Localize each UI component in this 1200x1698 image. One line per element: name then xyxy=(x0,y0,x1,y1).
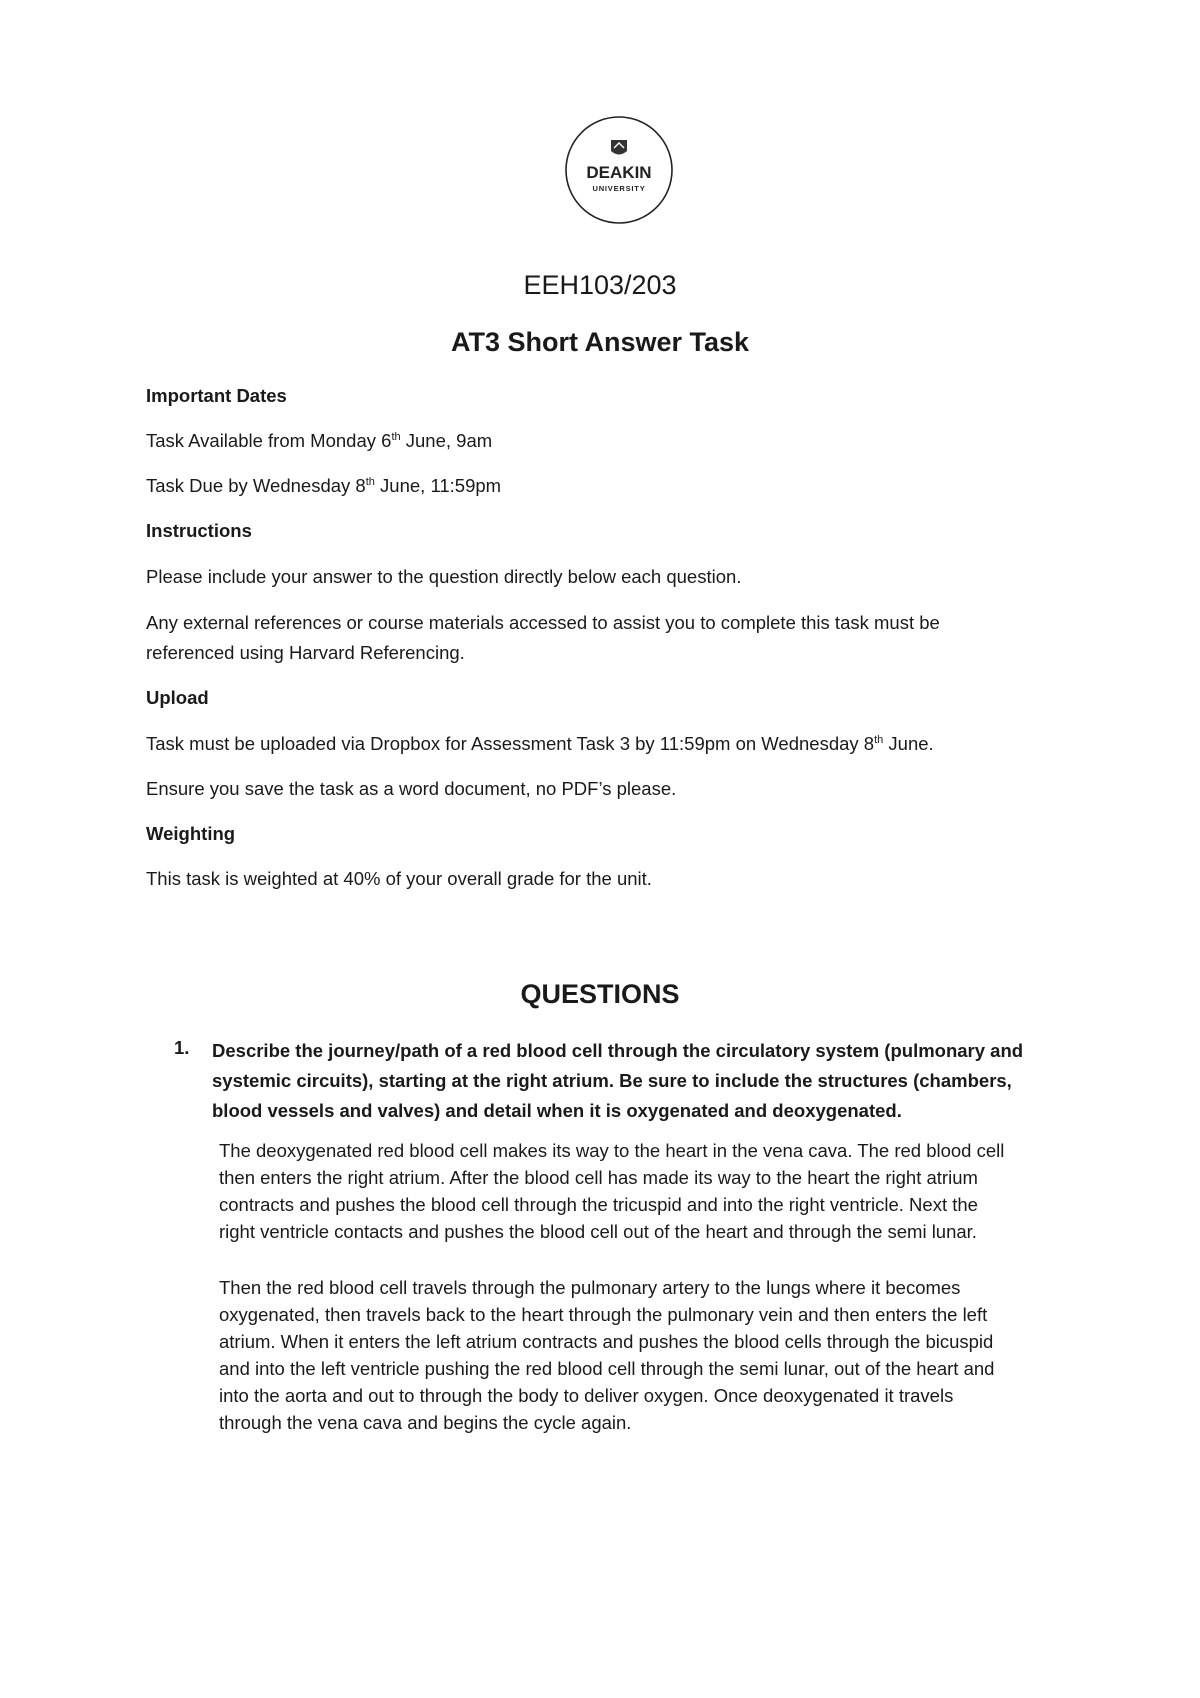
task-title: AT3 Short Answer Task xyxy=(450,327,750,357)
task-due-line: Task Due by Wednesday 8th June, 11:59pm xyxy=(146,475,502,496)
answer-line: atrium. When it enters the left atrium contracts and pushes the blood cells through the bicuspid xyxy=(219,1331,994,1352)
question-line: Describe the journey/path of a red blood cell through the circulatory system (pulmonary and xyxy=(212,1040,1024,1061)
question-line: systemic circuits), starting at the right atrium. Be sure to include the structures (chambers, xyxy=(212,1070,1012,1091)
answer-line: then enters the right atrium. After the blood cell has made its way to the heart the right atrium xyxy=(219,1167,978,1188)
question-text xyxy=(212,1036,1092,1126)
upload-line-2: Ensure you save the task as a word document, no PDF’s please. xyxy=(146,778,677,799)
answer-line: contracts and pushes the blood cell through the tricuspid and into the right ventricle. Next the xyxy=(219,1194,978,1215)
task-available-line: Task Available from Monday 6th June, 9am xyxy=(146,430,493,451)
answer-line: through the vena cava and begins the cycle again. xyxy=(219,1412,632,1433)
logo-subname: UNIVERSITY xyxy=(592,184,646,193)
answer-line: and into the left ventricle pushing the red blood cell through the semi lunar, out of the heart and xyxy=(219,1358,995,1379)
logo-name: DEAKIN xyxy=(586,163,652,182)
important-dates-heading: Important Dates xyxy=(146,385,287,406)
course-code: EEH103/203 xyxy=(523,270,677,300)
question-line: blood vessels and valves) and detail when it is oxygenated and deoxygenated. xyxy=(212,1100,902,1121)
answer-line: oxygenated, then travels back to the heart through the pulmonary vein and then enters the left xyxy=(219,1304,988,1325)
question-number: 1. xyxy=(174,1037,190,1058)
instructions-heading: Instructions xyxy=(146,520,252,541)
answer-line: into the aorta and out to through the body to deliver oxygen. Once deoxygenated it travels xyxy=(219,1385,954,1406)
weighting-heading: Weighting xyxy=(146,823,236,844)
deakin-university-logo xyxy=(563,114,675,226)
answer-line: Then the red blood cell travels through the pulmonary artery to the lungs where it becomes xyxy=(219,1277,961,1298)
upload-heading: Upload xyxy=(146,687,209,708)
answer-line: The deoxygenated red blood cell makes its way to the heart in the vena cava. The red blood cell xyxy=(219,1140,1005,1161)
answer-line: right ventricle contacts and pushes the blood cell out of the heart and through the semi lunar. xyxy=(219,1221,977,1242)
instructions-line-2a: Any external references or course materials accessed to assist you to complete this task must be xyxy=(146,612,940,633)
questions-heading: QUESTIONS xyxy=(520,979,680,1009)
shield-icon xyxy=(611,140,627,155)
answer-paragraph-2 xyxy=(219,1274,1119,1436)
instructions-line-2b: referenced using Harvard Referencing. xyxy=(146,642,465,663)
instructions-line-1: Please include your answer to the question directly below each question. xyxy=(146,566,742,587)
weighting-line: This task is weighted at 40% of your overall grade for the unit. xyxy=(146,868,652,889)
upload-line-1: Task must be uploaded via Dropbox for Assessment Task 3 by 11:59pm on Wednesday 8th June. xyxy=(146,733,934,754)
answer-paragraph-1 xyxy=(219,1137,1119,1245)
